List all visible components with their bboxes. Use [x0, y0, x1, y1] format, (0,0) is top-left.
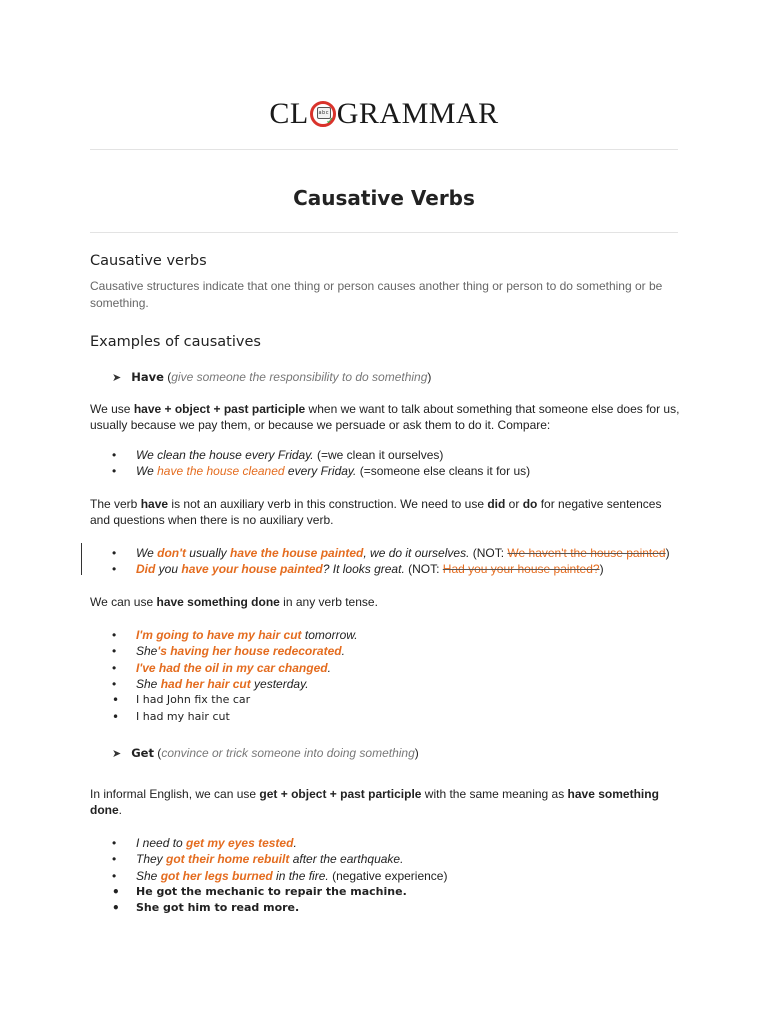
list-item: • We clean the house every Friday. (=we clean it ourselves): [90, 447, 682, 463]
list-item: • They got their home rebuilt after the earthquake.: [90, 851, 682, 867]
arrow-icon: ➤: [112, 372, 122, 384]
have-paragraph-3: We can use have something done in any verb tense.: [90, 595, 378, 610]
have-list-2: [90, 545, 682, 578]
list-item: • She's having her house redecorated.: [90, 643, 682, 659]
list-item: • He got the mechanic to repair the machine.: [90, 884, 682, 900]
divider: [90, 232, 678, 233]
check-icon: ✓: [325, 116, 335, 127]
examples-heading: Examples of causatives: [90, 334, 261, 350]
list-item: • Did you have your house painted? It looks great. (NOT: Had you your house painted?): [90, 561, 682, 577]
have-list-3: [90, 627, 682, 725]
section-intro: Causative structures indicate that one thing or person causes another thing or person to do something or be something.: [90, 279, 663, 310]
list-item: • She got him to read more.: [90, 900, 682, 916]
get-paragraph-1: In informal English, we can use get + object + past participle with the same meaning as have something done.: [90, 786, 659, 817]
list-item: • We have the house cleaned every Friday. (=someone else cleans it for us): [90, 463, 682, 479]
page-title: Causative Verbs: [293, 186, 475, 210]
list-item: • She got her legs burned in the fire. (negative experience): [90, 868, 682, 884]
logo-text-right: GRAMMAR: [336, 97, 499, 130]
site-logo[interactable]: [0, 96, 768, 132]
have-list-1: [90, 447, 682, 480]
list-item: • She had her hair cut yesterday.: [90, 676, 682, 692]
section-heading: Causative verbs: [90, 253, 207, 269]
text-cursor: [81, 543, 82, 575]
have-heading: ➤ Have (give someone the responsibility to do something): [112, 370, 432, 384]
get-heading: ➤ Get (convince or trick someone into doing something): [112, 745, 419, 760]
list-item: • We don't usually have the house painted, we do it ourselves. (NOT: We haven't the house painted): [90, 545, 682, 561]
logo-badge-icon: abc ✓: [310, 101, 336, 127]
list-item: • I've had the oil in my car changed.: [90, 660, 682, 676]
list-item: • I had my hair cut: [90, 709, 682, 725]
article-body: [90, 253, 682, 916]
divider: [90, 149, 678, 150]
have-paragraph-2: The verb have is not an auxiliary verb in this construction. We need to use did or do for negative sentences and questions when there is no auxiliary verb.: [90, 496, 662, 527]
list-item: • I need to get my eyes tested.: [90, 835, 682, 851]
list-item: • I'm going to have my hair cut tomorrow.: [90, 627, 682, 643]
list-item: • I had John fix the car: [90, 692, 682, 708]
arrow-icon: ➤: [112, 747, 122, 760]
get-list: [90, 835, 682, 916]
have-paragraph-1: We use have + object + past participle when we want to talk about something that someone else does for us, usually because we pay them, or because we persuade or ask them to do it. Compare:: [90, 402, 680, 432]
logo-text-left: CL: [269, 97, 309, 130]
